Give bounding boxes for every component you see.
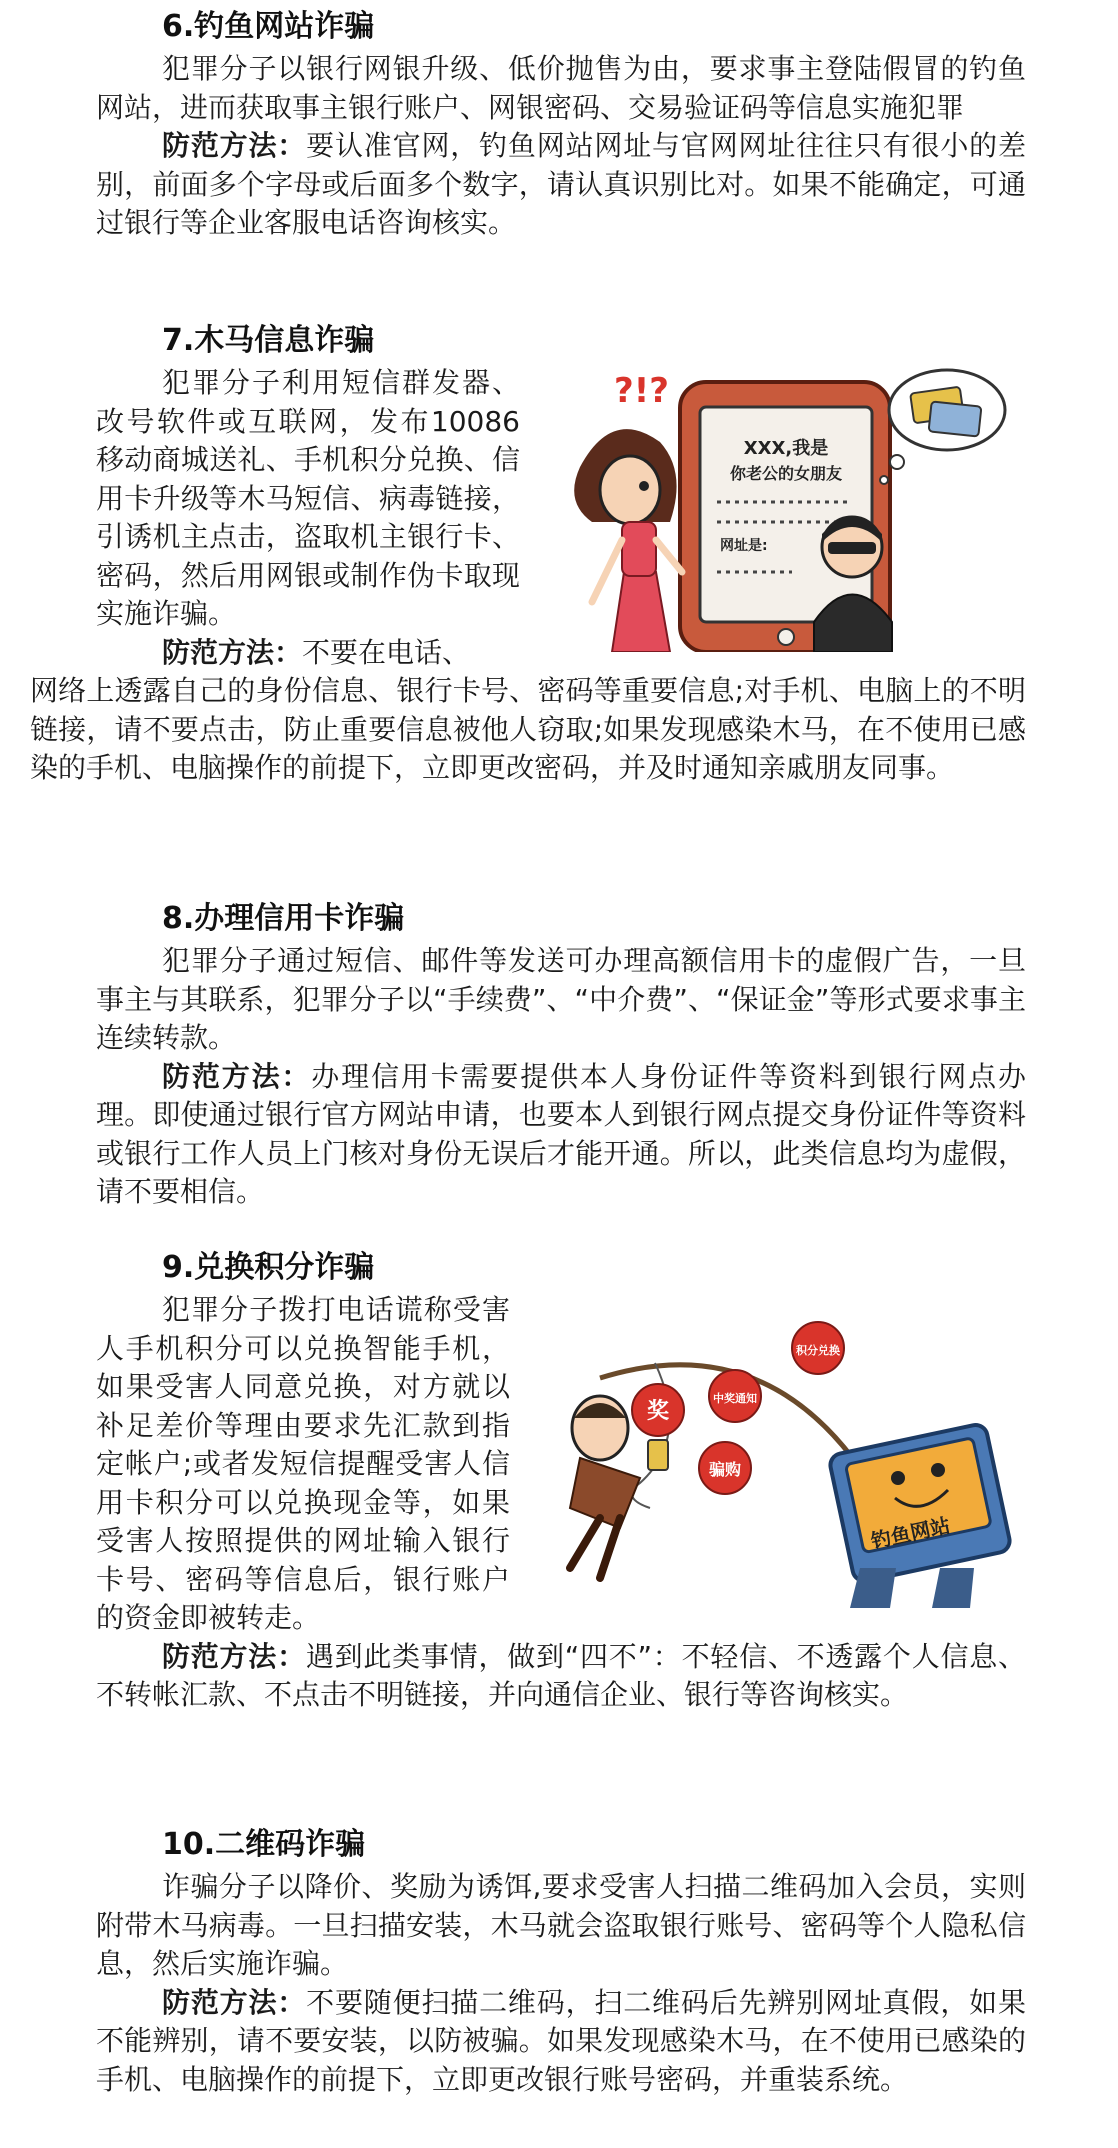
prevention-text: 不要在电话、	[302, 635, 471, 669]
tablet-screen-label: 钓鱼网站	[868, 1513, 953, 1554]
section-body: 犯罪分子通过短信、邮件等发送可办理高额信用卡的虚假广告，一旦事主与其联系，犯罪分子以“手续费”、“中介费”、“保证金”等形式要求事主连续转款。	[96, 944, 1026, 1054]
section-credit-card-scam	[96, 900, 1026, 1212]
prevention-paragraph	[96, 1984, 1026, 2100]
prevention-text: 要认准官网，钓鱼网站网址与官网网址往往只有很小的差别，前面多个字母或后面多个数字，请认真识别比对。如果不能确定，可通过银行等企业客服电话咨询核实。	[96, 129, 1026, 239]
section-title: 9.兑换积分诈骗	[162, 1250, 375, 1285]
apple-label: 中奖通知	[713, 1392, 757, 1405]
prevention-label: 防范方法：	[162, 129, 307, 162]
prevention-label: 防范方法：	[162, 635, 303, 669]
prevention-text-cont: 网络上透露自己的身份信息、银行卡号、密码等重要信息;对手机、电脑上的不明链接，请不要点击，防止重要信息被他人窃取;如果发现感染木马，在不使用已感染的手机、电脑操作的前提下，立即更改密码，并及时通知亲戚朋友同事。	[30, 674, 1026, 784]
prevention-text: 不要随便扫描二维码，扫二维码后先辨别网址真假，如果不能辨别，请不要安装，以防被骗。如果发现感染木马，在不使用已感染的手机、电脑操作的前提下，立即更改银行账号密码，并重装系统。	[96, 1985, 1026, 2096]
apple-label: 积分兑换	[796, 1344, 840, 1357]
section-title: 6.钓鱼网站诈骗	[162, 9, 375, 44]
section-title: 8.办理信用卡诈骗	[162, 901, 405, 936]
section-body: 犯罪分子以银行网银升级、低价抛售为由，要求事主登陆假冒的钓鱼网站，进而获取事主银行账户、网银密码、交易验证码等信息实施犯罪	[96, 52, 1026, 124]
credit-card-bubble-icon	[880, 370, 1005, 484]
section-phishing-site	[96, 8, 1026, 243]
exclamation-mark-icon: ?!?	[614, 371, 669, 411]
section-title: 10.二维码诈骗	[162, 1827, 366, 1862]
section-body: 犯罪分子利用短信群发器、改号软件或互联网，发布10086移动商城送礼、手机积分兑换、信用卡升级等木马短信、病毒链接，引诱机主点击，盗取机主银行卡、密码，然后用网银或制作伪卡取现实施诈骗。	[96, 366, 520, 630]
prevention-paragraph	[30, 634, 1026, 788]
prevention-label: 防范方法：	[162, 1639, 306, 1673]
prevention-text: 办理信用卡需要提供本人身份证件等资料到银行网点办理。即使通过银行官方网站申请，也要本人到银行网点提交身份证件等资料或银行工作人员上门核对身份无误后才能开通。所以，此类信息均为虚假，请不要相信。	[96, 1059, 1026, 1208]
section-title: 7.木马信息诈骗	[162, 323, 375, 358]
prevention-paragraph	[96, 127, 1026, 243]
apple-label: 奖	[646, 1399, 670, 1424]
trojan-sms-illustration	[552, 362, 1012, 652]
woman-figure	[574, 429, 682, 652]
prevention-label: 防范方法：	[162, 1985, 307, 2019]
section-body: 诈骗分子以降价、奖励为诱饵,要求受害人扫描二维码加入会员，实则附带木马病毒。一旦扫描安装，木马就会盗取银行账号、密码等个人隐私信息，然后实施诈骗。	[96, 1870, 1026, 1980]
section-body: 犯罪分子拨打电话谎称受害人手机积分可以兑换智能手机，如果受害人同意兑换，对方就以补足差价等理由要求先汇款到指定帐户;或者发短信提醒受害人信用卡积分可以兑换现金等，如果受害人按照提供的网址输入银行卡号、密码等信息后，银行账户的资金即被转走。	[96, 1293, 510, 1634]
prevention-text: 遇到此类事情，做到“四不”：不轻信、不透露个人信息、不转帐汇款、不点击不明链接，并向通信企业、银行等咨询核实。	[96, 1639, 1026, 1711]
prevention-label: 防范方法：	[162, 1059, 312, 1093]
phishing-bait-illustration	[560, 1318, 1020, 1608]
phishing-site-tablet-icon	[828, 1423, 1012, 1608]
prevention-paragraph	[96, 1058, 1026, 1212]
phone-message-line1: XXX,我是	[743, 438, 829, 459]
prevention-paragraph	[96, 1638, 1026, 1715]
phone-message-url-label: 网址是:	[720, 538, 768, 554]
apple-label: 骗购	[708, 1460, 742, 1479]
section-qr-code-scam	[96, 1826, 1026, 2099]
phone-message-line2: 你老公的女朋友	[729, 464, 843, 483]
